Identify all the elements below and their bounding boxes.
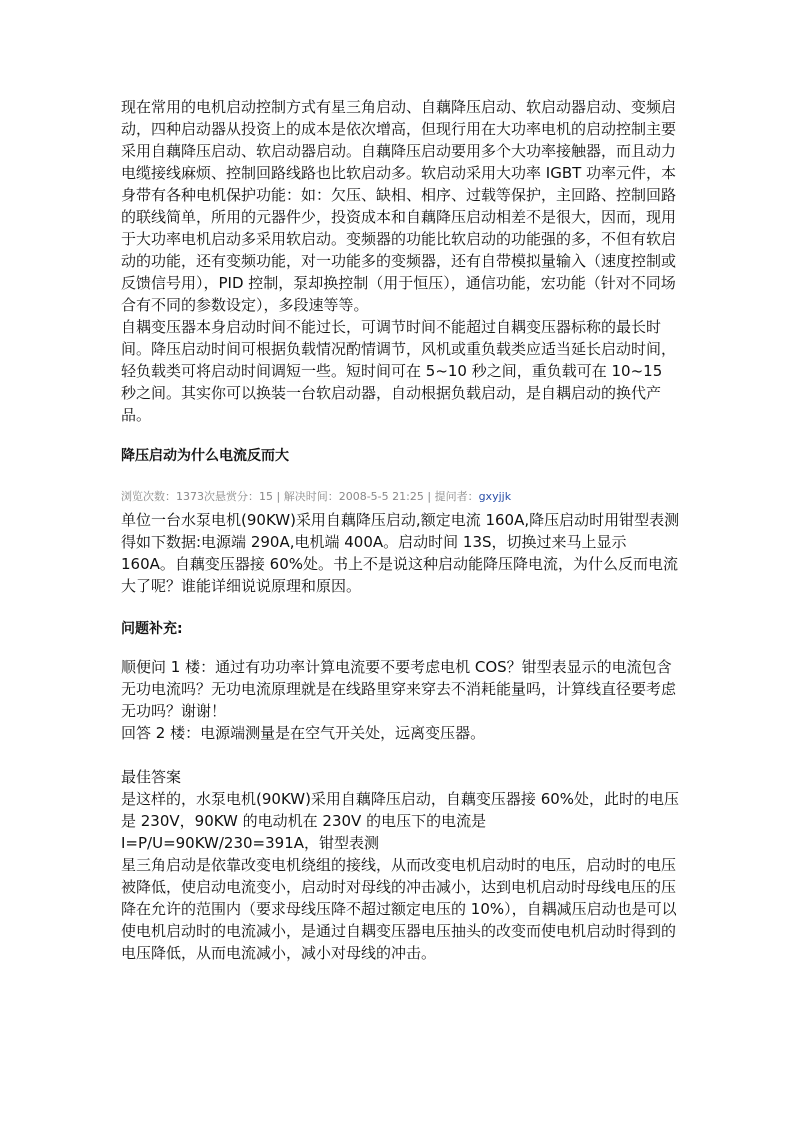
intro-paragraph-1: 现在常用的电机启动控制方式有星三角启动、自藕降压启动、软启动器启动、变频启动，四种启动器从投资上的成本是依次增高，但现行用在大功率电机的启动控制主要采用自藕降压启动、软启动器启动。自藕降压启动要用多个大功率接触器，而且动力电缆接线麻烦、控制回路线路也比软启动多。软启动采用大功率 IGBT 功率元件，本身带有各种电机保护功能：如：欠压、缺相、相序、过载等保护，主回路、控制回路的联线简单，所用的元器件少，投资成本和自藕降压启动相差不是很大，因而，现用于大功率电机启动多采用软启动。变频器的功能比软启动的功能强的多，不但有软启动的功能，还有变频功能，对一功能多的变频器，还有自带模拟量输入（速度控制或反馈信号用），PID 控制，泵却换控制（用于恒压），通信功能，宏功能（针对不同场合有不同的参数设定），多段速等等。 — [121, 98, 677, 314]
meta-separator: | — [276, 490, 281, 503]
meta-asker-label: 提问者： — [434, 490, 479, 503]
supplement-line-1: 顺便问 1 楼：通过有功功率计算电流要不要考虑电机 COS？钳型表显示的电流包含无功电流吗？无功电流原理就是在线路里穿来穿去不消耗能量吗，计算线直径要考虑无功吗？谢谢！ — [121, 658, 677, 720]
document-page — [121, 96, 681, 964]
supplement-title: 问题补充: — [121, 621, 183, 637]
meta-views: 浏览次数：1373 — [121, 490, 204, 503]
question-body: 单位一台水泵电机(90KW)采用自藕降压启动,额定电流 160A,降压启动时用钳型表测得如下数据:电源端 290A,电机端 400A。启动时间 13S，切换过来马上显示 160A。自藕变压器接 60%处。书上不是说这种启动能降压降电流，为什么反而电流大了呢？谁能详细说说原理和原因。 — [121, 511, 680, 595]
question-meta — [121, 489, 681, 505]
best-answer-line-2: I=P/U=90KW/230=391A，钳型表测 — [121, 834, 380, 852]
intro-paragraph-2: 自耦变压器本身启动时间不能过长，可调节时间不能超过自耦变压器标称的最长时间。降压启动时间可根据负载情况酌情调节，风机或重负载类应适当延长启动时间，轻负载类可将启动时间调短一些。短时间可在 5~10 秒之间，重负载可在 10~15 秒之间。其实你可以换装一台软启动器，自动根据负载启动，是自耦启动的换代产品。 — [121, 318, 677, 424]
asker-link[interactable]: gxyjjk — [478, 490, 512, 503]
best-answer-line-3: 星三角启动是依靠改变电机绕组的接线，从而改变电机启动时的电压，启动时的电压被降低，使启动电流变小，启动时对母线的冲击减小，达到电机启动时母线电压的压降在允许的范围内（要求母线压降不超过额定电压的 10%），自耦减压启动也是可以使电机启动时的电流减小，是通过自耦变压器电压抽头的改变而使电机启动时得到的电压降低，从而电流减小，减小对母线的冲击。 — [121, 856, 677, 962]
best-answer-line-1: 是这样的，水泵电机(90KW)采用自藕降压启动，自藕变压器接 60%处，此时的电压是 230V，90KW 的电动机在 230V 的电压下的电流是 — [121, 790, 680, 830]
spacer — [121, 744, 681, 766]
meta-separator: | — [427, 490, 432, 503]
best-answer-title: 最佳答案 — [121, 768, 182, 786]
supplement-line-2: 回答 2 楼：电源端测量是在空气开关处，远离变压器。 — [121, 724, 486, 742]
question-title: 降压启动为什么电流反而大 — [121, 448, 289, 464]
meta-solved-time: 解决时间：2008-5-5 21:25 — [283, 490, 424, 503]
meta-reward: 次悬赏分：15 — [204, 490, 273, 503]
